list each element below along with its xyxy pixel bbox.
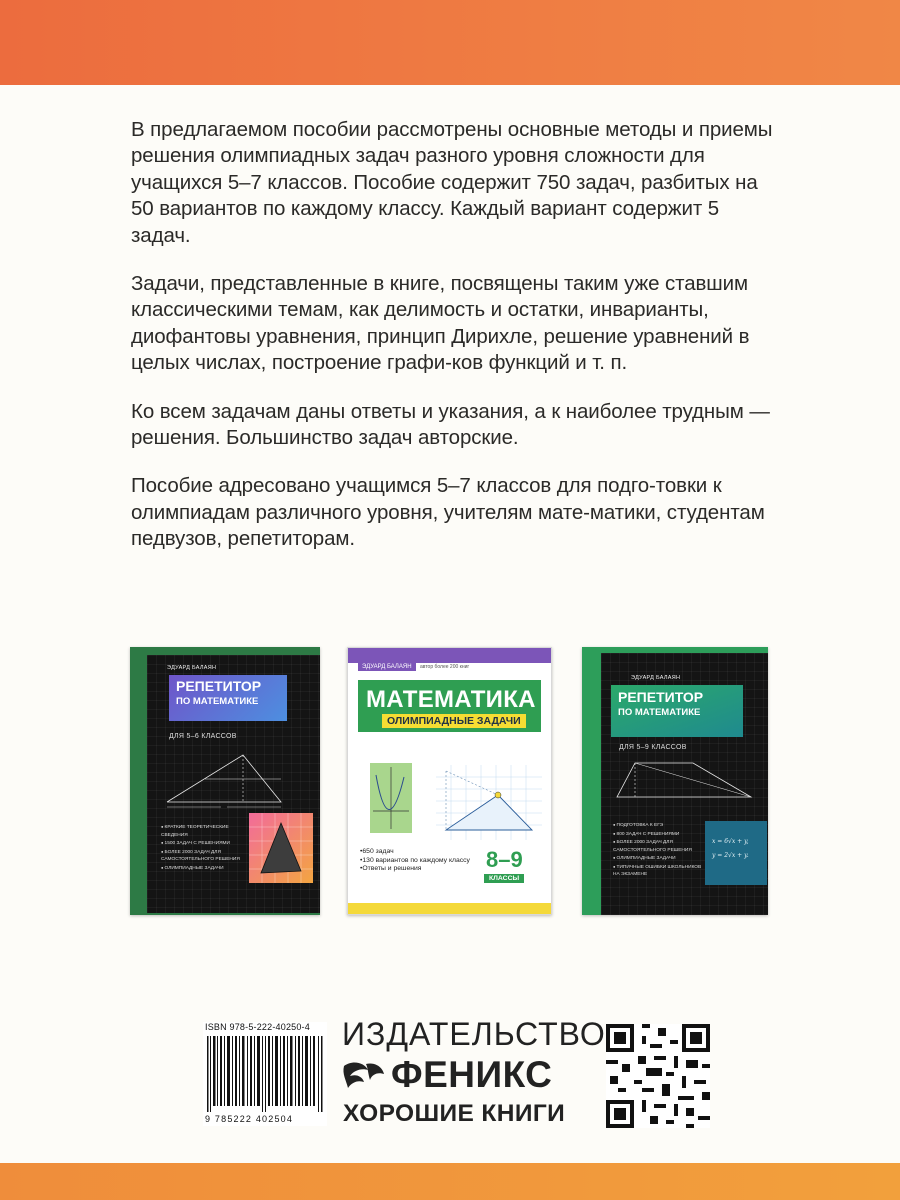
book-grades: ДЛЯ 5–9 КЛАССОВ: [619, 744, 687, 751]
annotation-text: [131, 117, 781, 575]
formula-line: y = 2√x + y.: [712, 852, 749, 859]
feature-item: ● ОЛИМПИАДНЫЕ ЗАДАЧИ: [613, 854, 705, 863]
book-grades-label: КЛАССЫ: [484, 874, 524, 883]
triangle-construction-icon: [436, 765, 542, 840]
formula-panel: [705, 821, 767, 885]
book-cover-background: [601, 653, 768, 915]
cover-bottom-bar: [348, 903, 551, 914]
cover-top-bar: [348, 648, 551, 663]
triangle-figure-panel: [249, 813, 313, 883]
feature-item: ● 1500 ЗАДАЧ С РЕШЕНИЯМИ: [161, 839, 241, 848]
book-author-note: автор более 200 книг: [420, 664, 470, 670]
feature-item: ● БОЛЕЕ 2000 ЗАДАЧ ДЛЯ САМОСТОЯТЕЛЬНОГО РЕШЕНИЯ: [613, 838, 705, 854]
barcode-bars-icon: [207, 1036, 323, 1112]
book-cover-matematika-olimp: [347, 647, 552, 915]
annotation-paragraph: В предлагаемом пособии рассмотрены основные методы и приемы решения олимпиадных задач разного уровня сложности для учащихся 5–7 классов. Пособие содержит 750 задач, разбитых на 50 вариантов по каждому классу. Каждый вариант содержит 5 задач.: [131, 118, 773, 247]
book-author: ЭДУАРД БАЛАЯН: [631, 675, 681, 681]
top-color-band: [0, 0, 900, 85]
barcode: [203, 1022, 327, 1126]
book-features: [613, 821, 705, 879]
feature-item: • 130 вариантов по каждому классу: [360, 857, 470, 866]
book-title: [611, 685, 743, 737]
feature-item: ● КРАТКИЕ ТЕОРЕТИЧЕСКИЕ СВЕДЕНИЯ: [161, 823, 241, 839]
book-title: [169, 675, 287, 721]
book-title-sub: ОЛИМПИАДНЫЕ ЗАДАЧИ: [382, 714, 526, 728]
book-grades-number: 8–9: [486, 847, 523, 872]
annotation-paragraph: Ко всем задачам даны ответы и указания, а к наиболее трудным — решения. Большинство задач авторские.: [131, 399, 770, 450]
feature-item: • 650 задач: [360, 848, 470, 857]
feature-item: ● БОЛЕЕ 2000 ЗАДАЧ ДЛЯ САМОСТОЯТЕЛЬНОГО РЕШЕНИЯ: [161, 848, 241, 864]
book-cover-repetitor-5-9: [582, 647, 768, 915]
trapezoid-figure-icon: [611, 757, 759, 803]
book-author: ЭДУАРД БАЛАЯН: [167, 665, 217, 671]
shaded-triangle-icon: [249, 813, 313, 883]
book-title-main: РЕПЕТИТОР: [618, 689, 704, 705]
publisher-label: ИЗДАТЕЛЬСТВО: [342, 1016, 606, 1052]
book-title-box: [358, 680, 541, 732]
book-title-main: РЕПЕТИТОР: [176, 678, 262, 694]
phoenix-logo-icon: [342, 1058, 386, 1092]
book-features: [360, 848, 470, 874]
triangle-geometry-icon: [161, 747, 291, 809]
publisher-name: ФЕНИКС: [391, 1054, 553, 1095]
book-title-main: МАТЕМАТИКА: [366, 686, 536, 713]
book-title-sub: ПО МАТЕМАТИКЕ: [618, 706, 701, 718]
feature-item: • Ответы и решения: [360, 865, 470, 874]
formula-line: x = 6√x + y,: [712, 838, 749, 845]
parabola-graph-icon: [370, 763, 412, 833]
book-grades: ДЛЯ 5–6 КЛАССОВ: [169, 733, 237, 740]
feature-item: ● ОЛИМПИАДНЫЕ ЗАДАЧИ: [161, 864, 241, 873]
isbn-text: ISBN 978-5-222-40250-4: [205, 1022, 310, 1032]
annotation-paragraph: Задачи, представленные в книге, посвящены таким уже ставшим классическими темам, как делимость и остатки, инварианты, диофантовы уравнения, принцип Дирихле, решение уравнений в целых числах, построение графи-ков функций и т. п.: [131, 272, 750, 375]
book-features: [161, 823, 241, 872]
bottom-color-band: [0, 1163, 900, 1200]
feature-item: ● ПОДГОТОВКА К ЕГЭ: [613, 821, 705, 830]
book-cover-repetitor-5-6: [130, 647, 320, 915]
feature-item: ● 800 ЗАДАЧ С РЕШЕНИЯМИ: [613, 830, 705, 839]
barcode-number: 9 785222 402504: [205, 1114, 294, 1124]
book-title-sub: ПО МАТЕМАТИКЕ: [176, 695, 259, 707]
book-cover-background: [147, 655, 320, 913]
qr-code-icon: [606, 1024, 710, 1128]
book-author: ЭДУАРД БАЛАЯН: [358, 663, 416, 671]
publisher-slogan: ХОРОШИЕ КНИГИ: [343, 1100, 566, 1127]
annotation-paragraph: Пособие адресовано учащимся 5–7 классов для подго-товки к олимпиадам различного уровня, учителям мате-матики, студентам педвузов, репетиторам.: [131, 474, 765, 551]
feature-item: ● ТИПИЧНЫЕ ОШИБКИ ШКОЛЬНИКОВ НА ЭКЗАМЕНЕ: [613, 863, 705, 879]
